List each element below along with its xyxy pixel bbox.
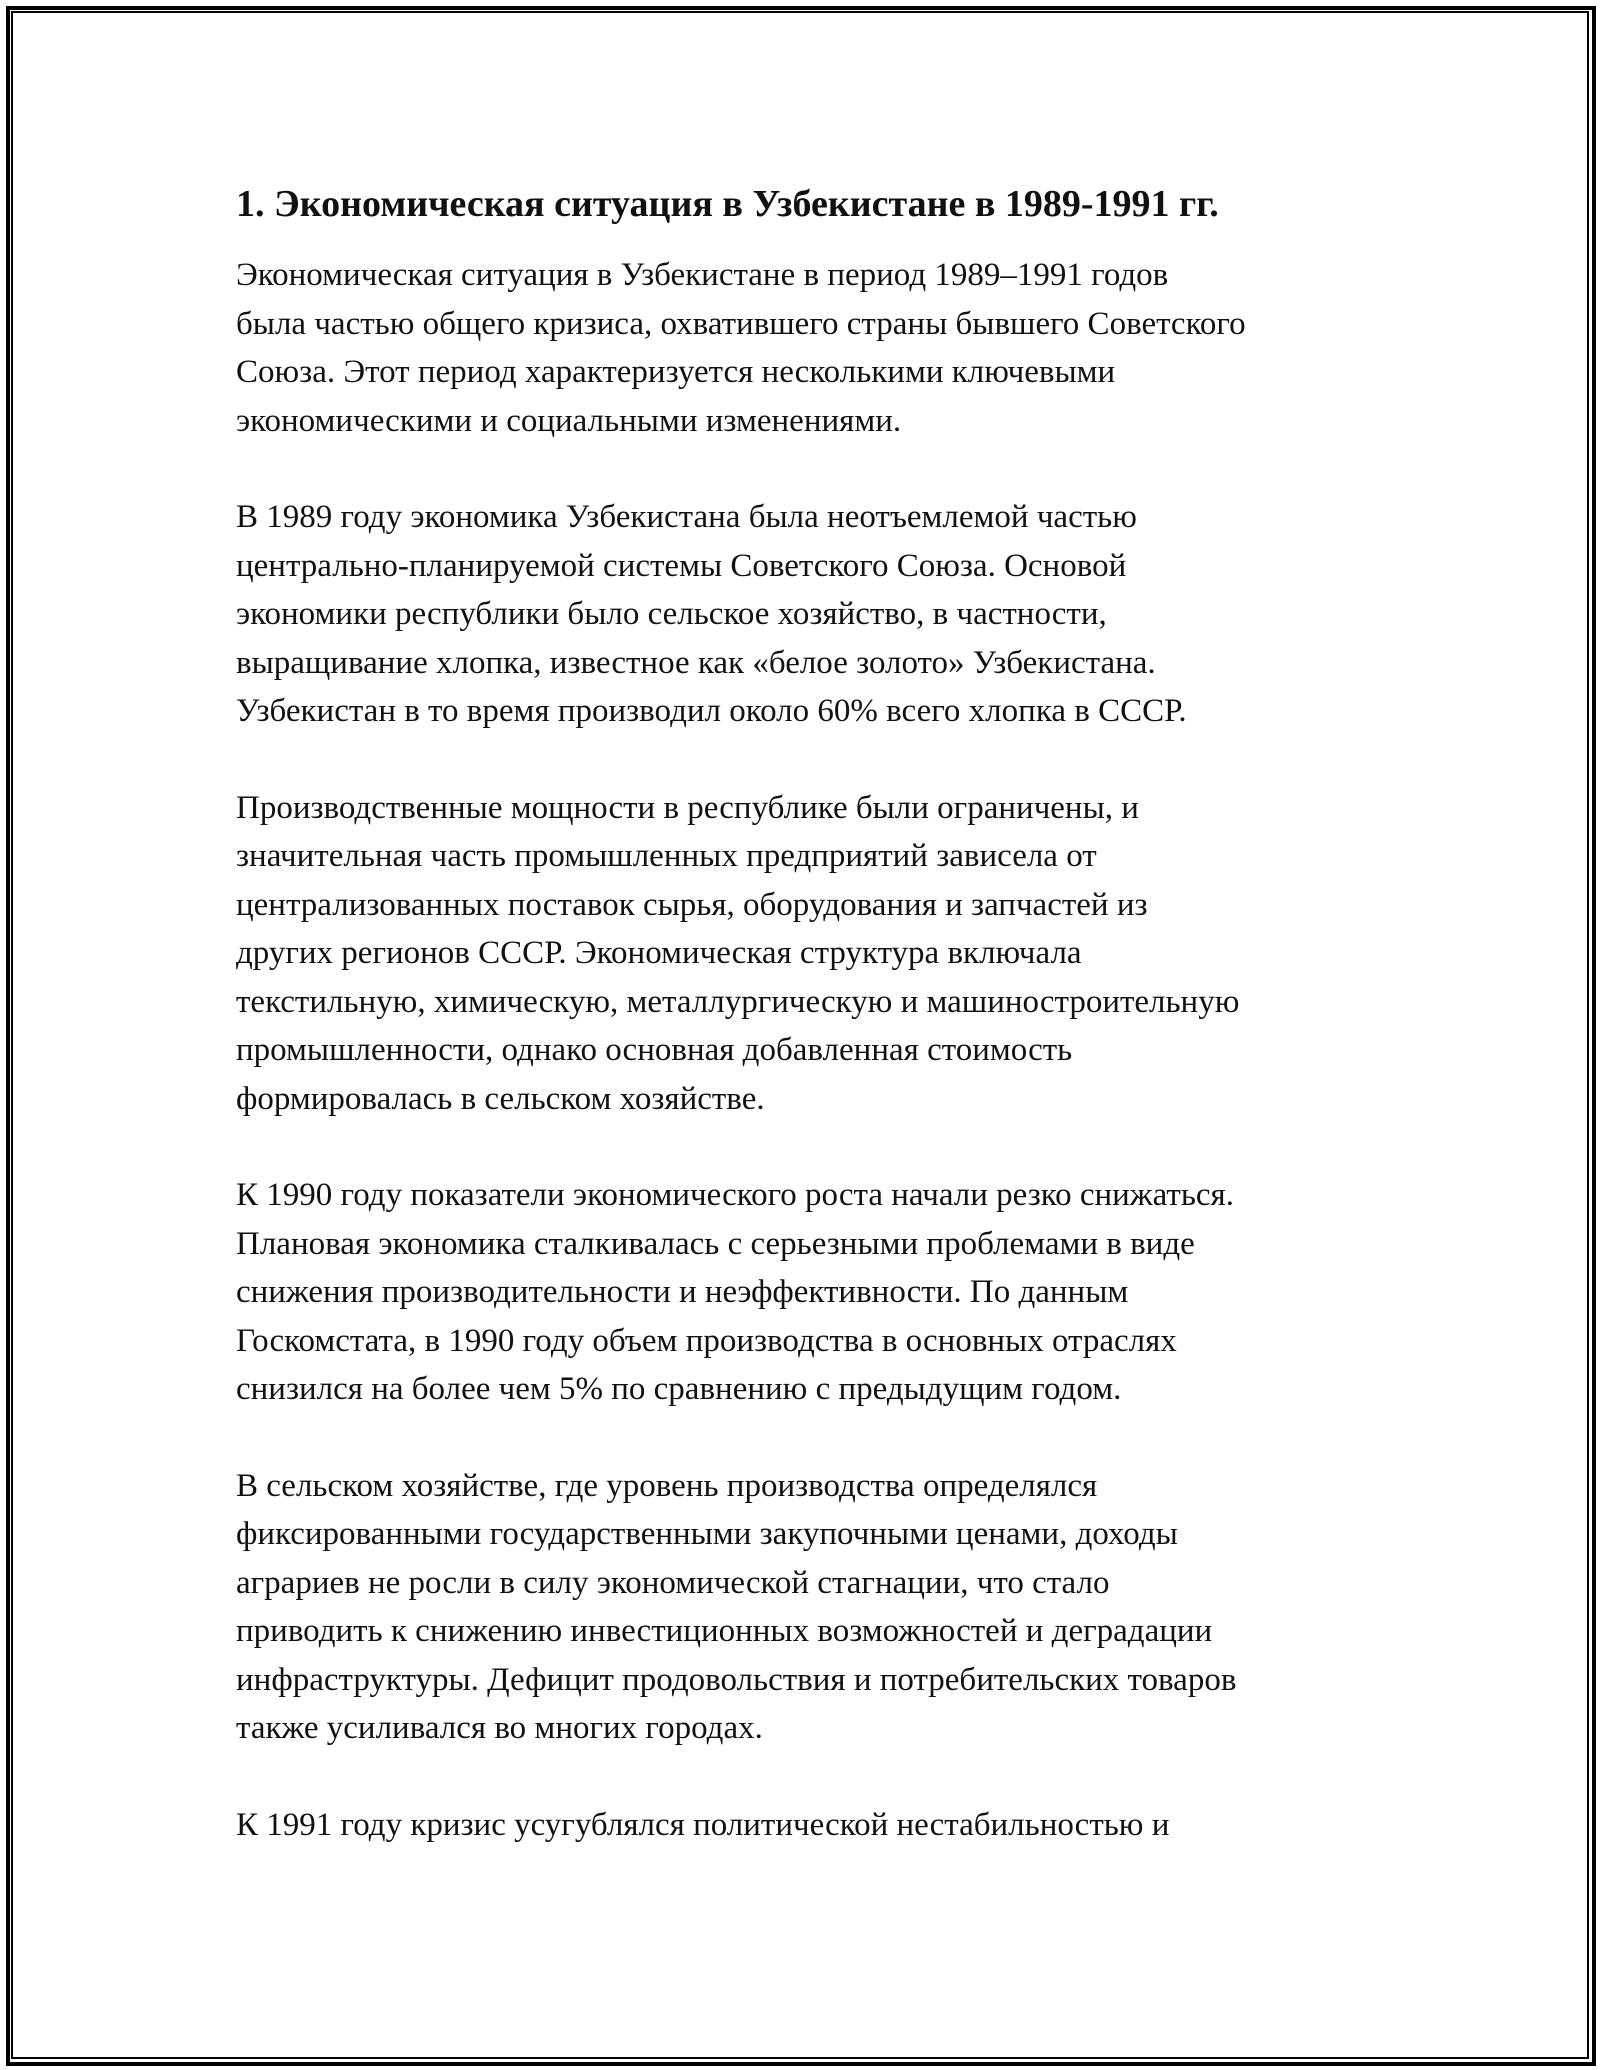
text-line: К 1990 году показатели экономического роста начали резко снижаться. — [236, 1177, 1234, 1214]
text-line: экономическими и социальными изменениями. — [236, 402, 902, 439]
text-line: Экономическая ситуация в Узбекистане в период 1989–1991 годов — [236, 257, 1169, 294]
text-line: фиксированными государственными закупочными ценами, доходы — [236, 1516, 1178, 1553]
text-line: В 1989 году экономика Узбекистана была неотъемлемой частью — [236, 499, 1137, 536]
text-line: централизованных поставок сырья, оборудования и запчастей из — [236, 886, 1148, 923]
paragraph-3 — [236, 784, 1386, 1124]
text-line: К 1991 году кризис усугублялся политической нестабильностью и — [236, 1806, 1170, 1843]
text-line: также усиливался во многих городах. — [236, 1710, 763, 1747]
paragraph-2 — [236, 493, 1386, 736]
section-heading: 1. Экономическая ситуация в Узбекистане в 1989-1991 гг. — [236, 183, 1219, 225]
text-line: Плановая экономика сталкивалась с серьезными проблемами в виде — [236, 1225, 1195, 1262]
text-line: аграриев не росли в силу экономической стагнации, что стало — [236, 1564, 1110, 1601]
text-line: снижения производительности и неэффективности. По данным — [236, 1274, 1129, 1311]
text-line: других регионов СССР. Экономическая структура включала — [236, 935, 1082, 972]
text-line: Госкомстата, в 1990 году объем производства в основных отраслях — [236, 1322, 1177, 1359]
text-line: Производственные мощности в республике были ограничены, и — [236, 789, 1139, 826]
text-line: промышленности, однако основная добавленная стоимость — [236, 1032, 1073, 1069]
paragraph-4 — [236, 1171, 1386, 1414]
text-line: была частью общего кризиса, охватившего страны бывшего Советского — [236, 305, 1246, 342]
paragraph-1 — [236, 251, 1386, 445]
paragraph-6 — [236, 1801, 1386, 1850]
text-line: выращивание хлопка, известное как «белое золото» Узбекистана. — [236, 644, 1156, 681]
text-line: снизился на более чем 5% по сравнению с предыдущим годом. — [236, 1371, 1122, 1408]
document-body — [236, 180, 1386, 1897]
text-line: значительная часть промышленных предприятий зависела от — [236, 838, 1097, 875]
text-line: инфраструктуры. Дефицит продовольствия и потребительских товаров — [236, 1661, 1237, 1698]
text-line: Союза. Этот период характеризуется несколькими ключевыми — [236, 354, 1116, 391]
text-line: формировалась в сельском хозяйстве. — [236, 1080, 765, 1117]
text-line: В сельском хозяйстве, где уровень производства определялся — [236, 1467, 1098, 1504]
text-line: Узбекистан в то время производил около 60% всего хлопка в СССР. — [236, 693, 1187, 730]
text-line: приводить к снижению инвестиционных возможностей и деградации — [236, 1613, 1213, 1650]
paragraph-5 — [236, 1462, 1386, 1753]
text-line: центрально-планируемой системы Советского Союза. Основой — [236, 547, 1127, 584]
text-line: текстильную, химическую, металлургическую и машиностроительную — [236, 983, 1240, 1020]
text-line: экономики республики было сельское хозяйство, в частности, — [236, 596, 1107, 633]
